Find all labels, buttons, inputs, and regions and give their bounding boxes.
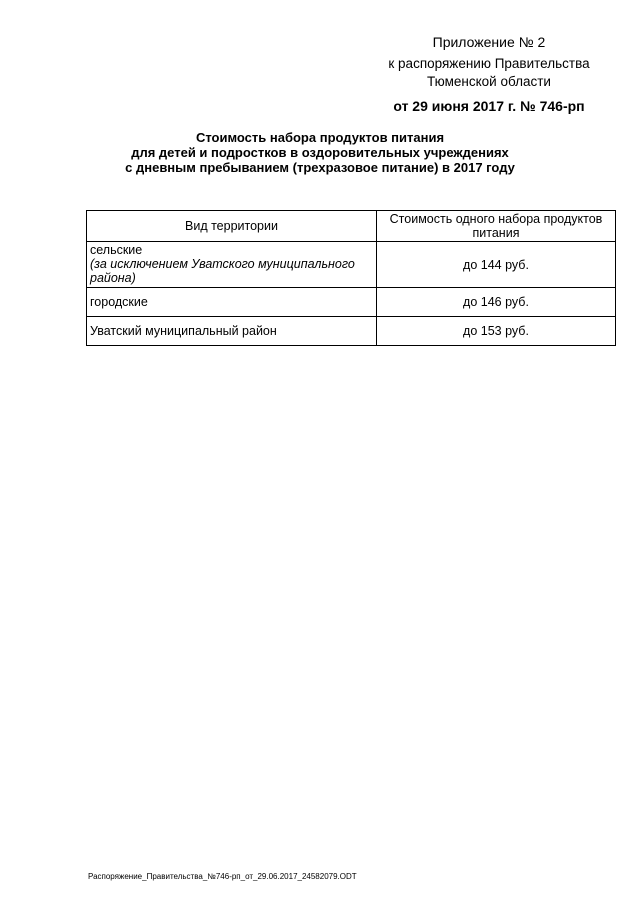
territory-cell: городские bbox=[87, 288, 377, 317]
cost-cell: до 146 руб. bbox=[377, 288, 616, 317]
header-territory: Вид территории bbox=[87, 211, 377, 242]
cost-cell: до 144 руб. bbox=[377, 242, 616, 288]
footer-filename: Распоряжение_Правительства_№746-рп_от_29.06.2017_24582079.ODT bbox=[88, 872, 357, 881]
appendix-title: Приложение № 2 bbox=[432, 34, 546, 50]
header-cost: Стоимость одного набора продуктов питания bbox=[377, 211, 616, 242]
heading-line-2: для детей и подростков в оздоровительных учреждениях bbox=[131, 145, 509, 160]
document-heading bbox=[60, 130, 580, 175]
heading-line-1: Стоимость набора продуктов питания bbox=[195, 130, 445, 145]
cost-table bbox=[86, 210, 616, 346]
appendix-line-1: к распоряжению Правительства bbox=[388, 56, 590, 71]
cost-cell: до 153 руб. bbox=[377, 317, 616, 346]
territory-name: сельские bbox=[90, 243, 143, 257]
table-row bbox=[87, 242, 616, 288]
territory-note: (за исключением Уватского муниципального района) bbox=[90, 257, 355, 285]
heading-line-3: с дневным пребыванием (трехразовое питание) в 2017 году bbox=[125, 160, 515, 175]
table-row bbox=[87, 288, 616, 317]
territory-cell bbox=[87, 242, 377, 288]
decree-date-number: от 29 июня 2017 г. № 746-рп bbox=[393, 98, 585, 114]
table-header-row bbox=[87, 211, 616, 242]
territory-cell: Уватский муниципальный район bbox=[87, 317, 377, 346]
appendix-line-2: Тюменской области bbox=[427, 74, 551, 89]
table-row bbox=[87, 317, 616, 346]
appendix-block bbox=[360, 33, 618, 115]
